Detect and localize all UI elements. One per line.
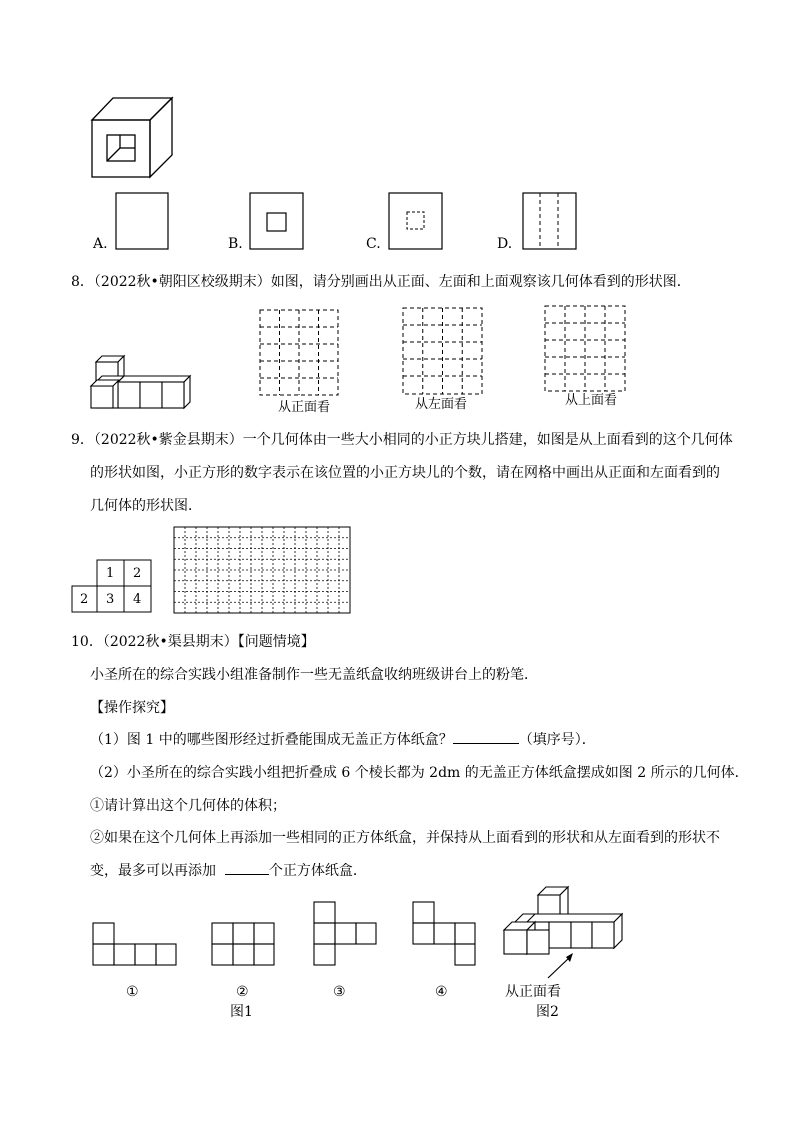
q10-part2: （2）小圣所在的综合实践小组把折叠成 6 个棱长都为 2dm 的无盖正方体纸盒摆成如图 2 所示的几何体．: [90, 765, 749, 781]
q10-header: 10．（2022秋•渠县期末）【问题情境】: [71, 634, 315, 650]
net-4-label: ④: [435, 984, 448, 1000]
q8-label-top: 从上面看: [565, 393, 618, 408]
figure-2-front-label: 从正面看: [505, 984, 561, 1000]
q9-cell-r1c2: 2: [133, 566, 142, 581]
q10-part1-suffix: （填序号）．: [518, 732, 596, 748]
q10-intro: 小圣所在的综合实践小组准备制作一些无盖纸盒收纳班级讲台上的粉笔．: [90, 667, 538, 683]
q9-line2: 的形状如图，小正方形的数字表示在该位置的小正方块儿的个数，请在网格中画出从正面和左面看到的: [90, 465, 720, 481]
q10-explore: 【操作探究】: [90, 700, 174, 716]
q9-cell-r1c1: 1: [106, 566, 115, 581]
q10-sub2-text: 变，最多可以再添加: [90, 863, 216, 879]
q10-sub2-line1: ②如果在这个几何体上再添加一些相同的正方体纸盒，并保持从上面看到的形状和从左面看到的形状不: [90, 830, 720, 846]
q9-cell-r2c1: 2: [80, 592, 89, 607]
q9-cell-r2c3: 4: [133, 592, 142, 607]
net-1-label: ①: [126, 984, 139, 1000]
figure-2-caption: 图2: [536, 1004, 559, 1020]
q8-label-left: 从左面看: [415, 397, 468, 412]
q8-text: 8．（2022秋•朝阳区校级期末）如图，请分别画出从正面、左面和上面观察该几何体看到的形状图．: [71, 274, 691, 290]
figure-1-caption: 图1: [230, 1004, 253, 1020]
option-c-label: C.: [366, 236, 381, 252]
q9-line1: 9．（2022秋•紫金县期末）一个几何体由一些大小相同的小正方块儿搭建，如图是从上面看到的这个几何体: [71, 432, 733, 448]
net-3-label: ③: [333, 984, 346, 1000]
option-d-label: D.: [497, 236, 513, 252]
q9-line3: 几何体的形状图．: [90, 498, 202, 514]
option-b-label: B.: [228, 236, 243, 252]
q8-label-front: 从正面看: [278, 400, 331, 415]
q10-sub2-suffix: 个正方体纸盒．: [268, 863, 367, 879]
option-a-label: A.: [93, 236, 108, 252]
q10-sub1: ①请计算出这个几何体的体积；: [90, 798, 286, 814]
q9-cell-r2c2: 3: [106, 592, 115, 607]
net-2-label: ②: [236, 984, 249, 1000]
q10-part1-text: （1）图 1 中的哪些图形经过折叠能围成无盖正方体纸盒？: [90, 732, 453, 748]
